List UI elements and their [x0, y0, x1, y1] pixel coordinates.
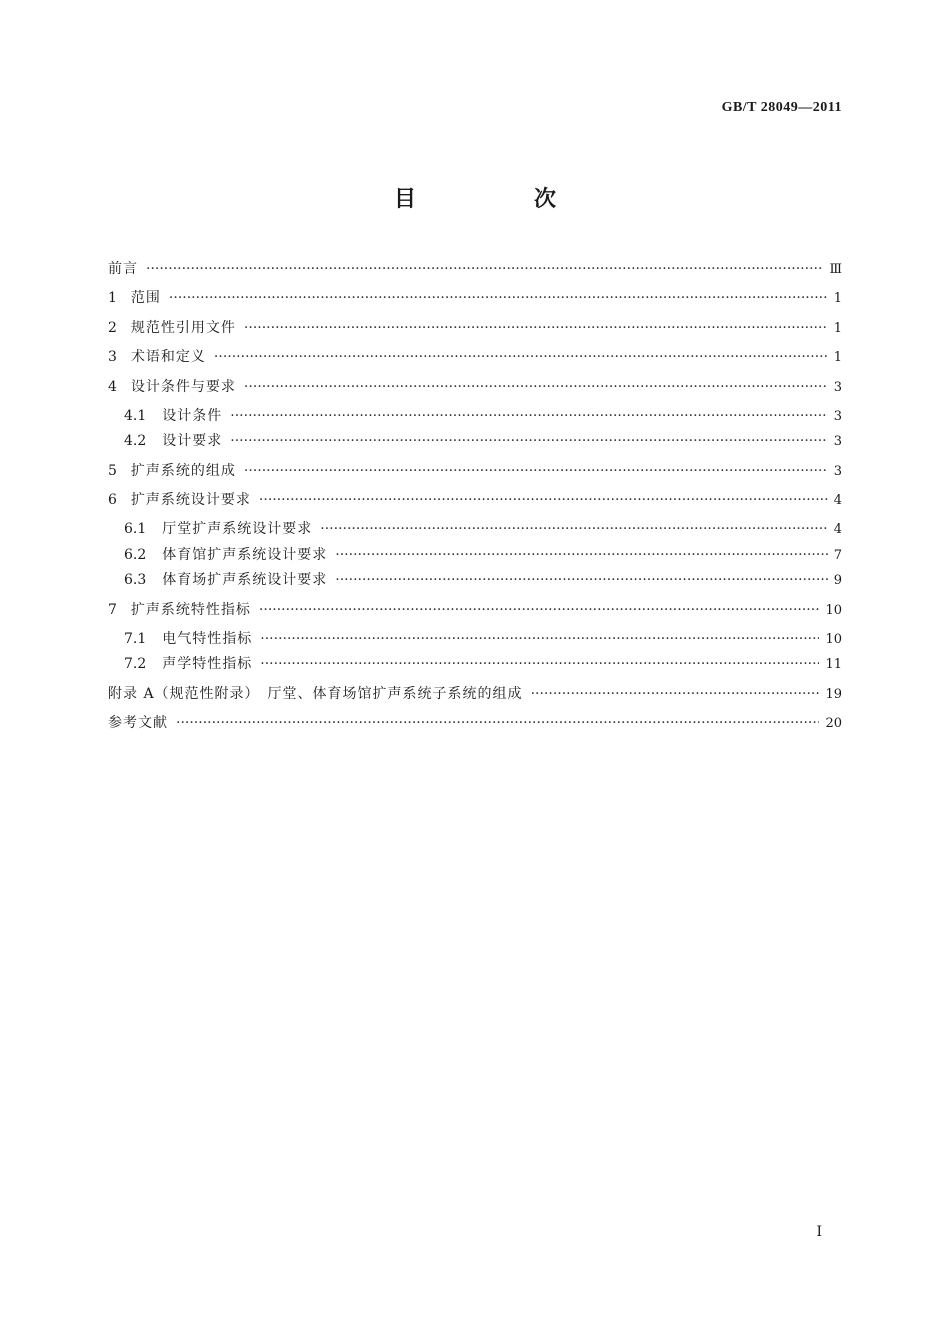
page-number: I [816, 1224, 822, 1240]
toc-page-number: Ⅲ [829, 262, 842, 277]
toc-page-number: 1 [833, 291, 842, 306]
toc-entry-normative-references[interactable] [108, 317, 842, 339]
toc-leader-dots [146, 261, 823, 277]
toc-entry-label: 4 设计条件与要求 [108, 379, 236, 395]
toc-leader-dots [335, 572, 827, 588]
toc-leader-dots [320, 521, 827, 537]
toc-page-number: 10 [825, 632, 842, 647]
toc-entry-number: 7 [108, 602, 117, 618]
toc-entry-label: 附录 A（规范性附录） 厅堂、体育场馆扩声系统子系统的组成 [108, 686, 523, 702]
toc-entry-number: 6.2 [124, 547, 147, 563]
toc-page-number: 3 [833, 464, 842, 479]
toc-entry-number: 3 [108, 349, 117, 365]
toc-entry-number: 6.1 [124, 521, 147, 537]
toc-entry-label: 7.2 声学特性指标 [124, 656, 253, 672]
toc-leader-dots [259, 492, 828, 508]
toc-entry-system-design[interactable] [108, 489, 842, 511]
toc-leader-dots [260, 631, 819, 647]
toc-entry-bibliography[interactable] [108, 712, 842, 734]
toc-page-number: 4 [833, 493, 842, 508]
toc-page-number: 1 [833, 321, 842, 336]
toc-entry-7-1[interactable] [124, 628, 842, 650]
toc-entry-number: 7.2 [124, 656, 147, 672]
toc-entry-label: 2 规范性引用文件 [108, 320, 236, 336]
toc-page-number: 7 [833, 548, 842, 563]
toc-page-number: 10 [825, 603, 842, 618]
toc-page-number: 1 [833, 350, 842, 365]
toc-leader-dots [244, 320, 828, 336]
toc-leader-dots [230, 433, 827, 449]
toc-leader-dots [169, 290, 828, 306]
toc-page-number: 4 [833, 522, 842, 537]
toc-entry-number: 1 [108, 290, 117, 306]
toc-leader-dots [244, 379, 828, 395]
toc-entry-label: 5 扩声系统的组成 [108, 463, 236, 479]
page-title: 目 次 [393, 187, 604, 212]
toc-entry-4-1[interactable] [124, 405, 842, 427]
toc-entry-label: 6.3 体育场扩声系统设计要求 [124, 572, 328, 588]
toc-entry-label: 1 范围 [108, 290, 161, 306]
toc-entry-terms[interactable] [108, 346, 842, 368]
toc-entry-label: 7.1 电气特性指标 [124, 631, 253, 647]
toc-leader-dots [260, 656, 819, 672]
toc-entry-annex-a[interactable] [108, 683, 842, 705]
toc-page-number: 11 [825, 657, 842, 672]
toc-entry-label: 参考文献 [108, 715, 168, 731]
toc-entry-number: 6.3 [124, 572, 147, 588]
toc-entry-label: 4.1 设计条件 [124, 408, 223, 424]
toc-entry-number: 6 [108, 492, 117, 508]
toc-entry-label: 6.2 体育馆扩声系统设计要求 [124, 547, 328, 563]
toc-entry-label: 3 术语和定义 [108, 349, 206, 365]
toc-entry-foreword[interactable] [108, 258, 842, 280]
toc-page-number: 3 [833, 434, 842, 449]
toc-entry-characteristics[interactable] [108, 599, 842, 621]
toc-leader-dots [214, 349, 828, 365]
toc-entry-label: 前言 [108, 261, 138, 277]
toc-leader-dots [259, 602, 820, 618]
toc-entry-scope[interactable] [108, 287, 842, 309]
toc-entry-label: 7 扩声系统特性指标 [108, 602, 251, 618]
toc-entry-6-1[interactable] [124, 518, 842, 540]
toc-entry-number: 5 [108, 463, 117, 479]
toc-leader-dots [230, 408, 827, 424]
toc-page-number: 20 [825, 716, 842, 731]
toc-entry-number: 7.1 [124, 631, 147, 647]
toc-entry-4-2[interactable] [124, 430, 842, 452]
toc-page-number: 3 [833, 409, 842, 424]
toc-page-number: 9 [833, 573, 842, 588]
toc-entry-7-2[interactable] [124, 653, 842, 675]
toc-entry-system-composition[interactable] [108, 460, 842, 482]
toc-leader-dots [531, 686, 820, 702]
toc-entry-design-conditions[interactable] [108, 376, 842, 398]
toc-leader-dots [335, 547, 827, 563]
toc-entry-number: 4.2 [124, 433, 147, 449]
toc-entry-label: 6.1 厅堂扩声系统设计要求 [124, 521, 313, 537]
toc-entry-number: 2 [108, 320, 117, 336]
standard-code: GB/T 28049—2011 [721, 100, 842, 115]
toc-page-number: 19 [825, 687, 842, 702]
toc-entry-label: 4.2 设计要求 [124, 433, 223, 449]
toc-leader-dots [176, 715, 819, 731]
toc-entry-number: 4.1 [124, 408, 147, 424]
toc-entry-6-3[interactable] [124, 569, 842, 591]
toc-entry-6-2[interactable] [124, 544, 842, 566]
toc-page-number: 3 [833, 380, 842, 395]
toc-entry-number: 4 [108, 379, 117, 395]
toc-leader-dots [244, 463, 828, 479]
toc-entry-label: 6 扩声系统设计要求 [108, 492, 251, 508]
